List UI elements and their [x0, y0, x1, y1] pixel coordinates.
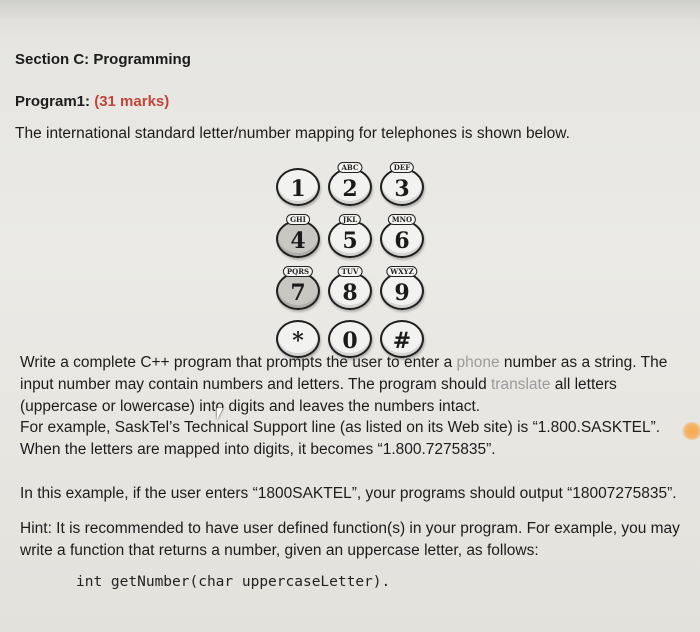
phone-keypad [276, 160, 426, 354]
keypad-key-7 [276, 267, 320, 310]
key-digit: 4 [290, 228, 306, 254]
paragraph-instructions [20, 352, 690, 418]
keypad-key-1 [276, 168, 320, 206]
program-marks: (31 marks) [94, 93, 170, 110]
key-digit: 8 [342, 280, 358, 306]
section-title: Section C: Programming [15, 51, 191, 68]
intro-text: The international standard letter/number mapping for telephones is shown below. [15, 125, 570, 142]
keypad-key-4 [276, 215, 320, 258]
key-digit: 5 [342, 228, 358, 254]
instructions-faded-phone: phone [456, 354, 500, 371]
keypad-key-5 [328, 215, 372, 258]
key-letters: GHI [286, 214, 310, 225]
key-letters: PQRS [283, 266, 313, 277]
photo-top-edge [0, 0, 700, 22]
paragraph-example-output: In this example, if the user enters “1800SAKTEL”, your programs should output “18007275835”. [20, 485, 677, 502]
key-digit: 7 [290, 280, 306, 306]
keypad-key-6 [380, 215, 424, 258]
keypad-key-2 [328, 163, 372, 206]
key-letters: JKL [339, 214, 361, 225]
document-page [0, 22, 700, 632]
keypad-key-3 [380, 163, 424, 206]
instructions-faded-translate: translate [491, 376, 551, 393]
program-label: Program1: [15, 93, 95, 110]
key-letters: ABC [337, 162, 362, 173]
instructions-part-3: should [441, 376, 491, 393]
key-letters: DEF [390, 162, 414, 173]
key-digit: 9 [394, 280, 410, 306]
paragraph-hint: Hint: It is recommended to have user defined function(s) in your program. For example, you may write a function that returns a number, given an uppercase letter, as follows: [20, 520, 680, 559]
light-glare [682, 422, 700, 440]
key-letters: MNO [388, 214, 416, 225]
key-letters: WXYZ [386, 266, 417, 277]
instructions-part-4: all letters (uppercase or lowercase) into digits and leaves the numbers intact. [20, 376, 617, 415]
paragraph-example: For example, SaskTel’s Technical Support line (as listed on its Web site) is “1.800.SASKTEL”. When the letters are mapped into digits, it becomes “1.800.7275835”. [20, 419, 661, 458]
key-digit: 6 [394, 228, 410, 254]
key-digit: * [292, 328, 304, 354]
instructions-part-2: number as a string. The input number may contain numbers and letters. The program [20, 354, 668, 393]
code-signature: int getNumber(char uppercaseLetter). [76, 574, 391, 590]
program-title [15, 93, 169, 110]
key-digit: 0 [342, 328, 358, 354]
instructions-part-1: Write a complete C++ program that prompts the user to enter a [20, 354, 457, 371]
key-digit: 1 [290, 176, 306, 202]
keypad-key-8 [328, 267, 372, 310]
key-digit: # [392, 328, 412, 354]
key-digit: 3 [394, 176, 410, 202]
mouse-pointer-icon [217, 408, 223, 420]
key-letters: TUV [338, 266, 363, 277]
key-digit: 2 [342, 176, 358, 202]
keypad-key-9 [380, 267, 424, 310]
